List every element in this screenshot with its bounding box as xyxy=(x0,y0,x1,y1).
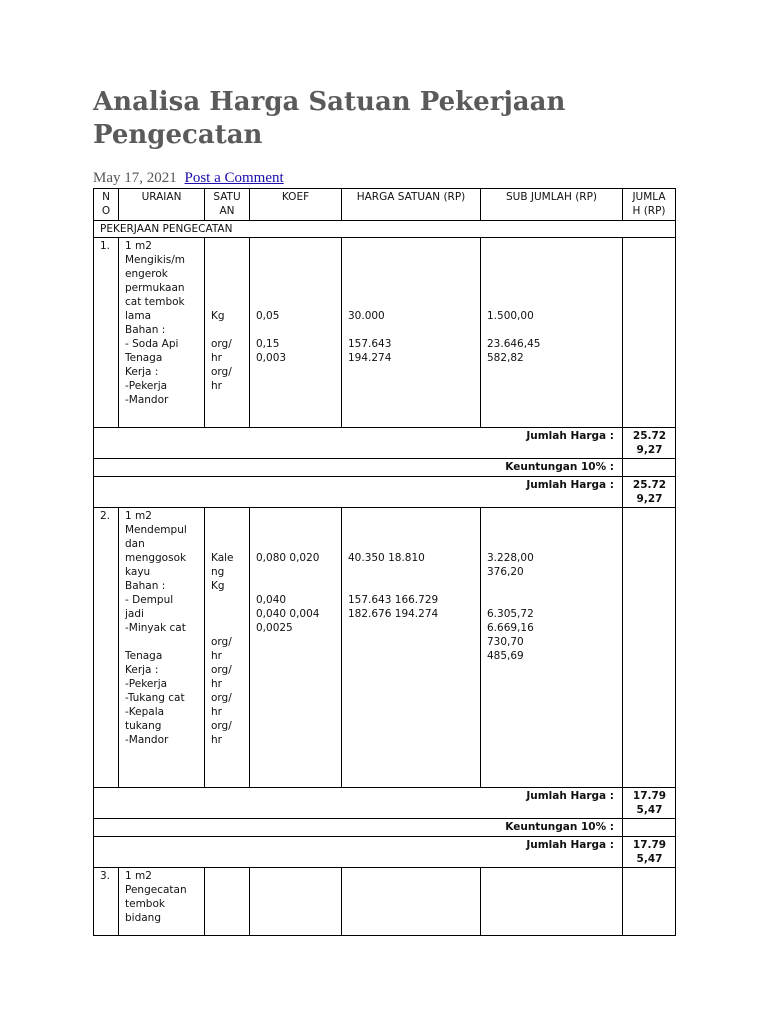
table-header-row xyxy=(94,189,676,221)
item-koef: 0,05 0,15 0,003 xyxy=(250,238,342,428)
header-harga-satuan: HARGA SATUAN (RP) xyxy=(342,189,481,221)
item-no: 3. xyxy=(94,868,119,936)
price-analysis-table xyxy=(93,188,676,936)
item-sub-jumlah xyxy=(481,868,623,936)
item-jumlah xyxy=(623,868,676,936)
post-date: May 17, 2021 xyxy=(93,170,177,186)
jumlah-harga-label: Jumlah Harga : xyxy=(94,837,623,868)
jumlah-harga-value: 17.79 5,47 xyxy=(623,788,676,819)
page-title: Analisa Harga Satuan Pekerjaan Pengecatan xyxy=(93,87,566,150)
header-koef: KOEF xyxy=(250,189,342,221)
header-jumlah: JUMLA H (RP) xyxy=(623,189,676,221)
keuntungan-label: Keuntungan 10% : xyxy=(94,819,623,837)
jumlah-harga-label: Jumlah Harga : xyxy=(94,477,623,508)
summary-row xyxy=(94,477,676,508)
item-koef: 0,080 0,020 0,040 0,040 0,004 0,0025 xyxy=(250,508,342,788)
summary-row xyxy=(94,428,676,459)
item-jumlah xyxy=(623,508,676,788)
summary-row xyxy=(94,819,676,837)
item-uraian: 1 m2 Pengecatan tembok bidang xyxy=(119,868,205,936)
header-no: N O xyxy=(94,189,119,221)
jumlah-harga-label: Jumlah Harga : xyxy=(94,428,623,459)
keuntungan-label: Keuntungan 10% : xyxy=(94,459,623,477)
item-uraian: 1 m2 Mengikis/m engerok permukaan cat tembok lama Bahan : - Soda Api Tenaga Kerja : -Pekerja -Mandor xyxy=(119,238,205,428)
item-harga-satuan: 30.000 157.643 194.274 xyxy=(342,238,481,428)
summary-row xyxy=(94,459,676,477)
item-sub-jumlah: 3.228,00 376,20 6.305,72 6.669,16 730,70 485,69 xyxy=(481,508,623,788)
header-sub-jumlah: SUB JUMLAH (RP) xyxy=(481,189,623,221)
item-no: 2. xyxy=(94,508,119,788)
item-no: 1. xyxy=(94,238,119,428)
keuntungan-value xyxy=(623,459,676,477)
item-satuan: Kg org/ hr org/ hr xyxy=(205,238,250,428)
item-satuan: Kale ng Kg org/ hr org/ hr org/ hr org/ hr xyxy=(205,508,250,788)
table-row xyxy=(94,238,676,428)
table-row xyxy=(94,868,676,936)
jumlah-harga-value: 17.79 5,47 xyxy=(623,837,676,868)
item-satuan xyxy=(205,868,250,936)
item-koef xyxy=(250,868,342,936)
summary-row xyxy=(94,837,676,868)
jumlah-harga-value: 25.72 9,27 xyxy=(623,477,676,508)
item-sub-jumlah: 1.500,00 23.646,45 582,82 xyxy=(481,238,623,428)
table-row xyxy=(94,508,676,788)
summary-row xyxy=(94,788,676,819)
header-satuan: SATU AN xyxy=(205,189,250,221)
item-jumlah xyxy=(623,238,676,428)
section-title: PEKERJAAN PENGECATAN xyxy=(94,221,676,238)
item-harga-satuan xyxy=(342,868,481,936)
item-harga-satuan: 40.350 18.810 157.643 166.729 182.676 194.274 xyxy=(342,508,481,788)
post-meta xyxy=(93,170,284,187)
post-comment-link[interactable]: Post a Comment xyxy=(184,170,284,186)
header-uraian: URAIAN xyxy=(119,189,205,221)
item-uraian: 1 m2 Mendempul dan menggosok kayu Bahan : - Dempul jadi -Minyak cat Tenaga Kerja : -Pekerja -Tukang cat -Kepala tukang -Mandor xyxy=(119,508,205,788)
keuntungan-value xyxy=(623,819,676,837)
jumlah-harga-label: Jumlah Harga : xyxy=(94,788,623,819)
section-row xyxy=(94,221,676,238)
jumlah-harga-value: 25.72 9,27 xyxy=(623,428,676,459)
